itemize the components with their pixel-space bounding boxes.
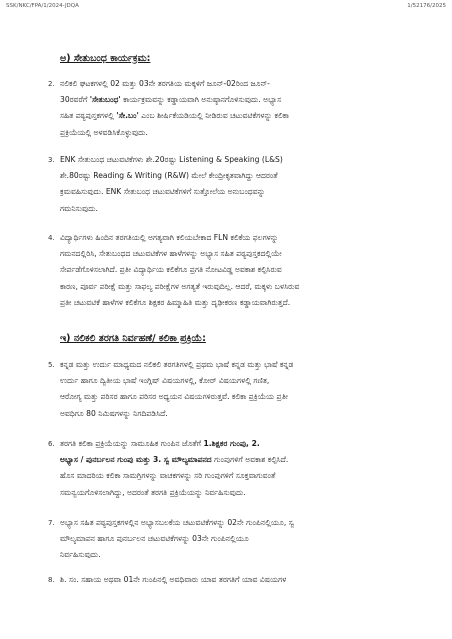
document-header	[6, 3, 446, 9]
text-line: ಸಹಿತ ಪಠ್ಯಪುಸ್ತಕಗಳಲ್ಲಿ 'ಸೇ.ಬಂ' ಎಂಬ ಶೀರ್ಷಿಕೆಯಡಿಯಲ್ಲಿ ನೀಡಿರುವ ಚಟುವಟಿಕೆಗಳನ್ನು ಕಲಿಕಾ	[60, 111, 289, 121]
text-line: ಕನ್ನಡ ಮತ್ತು ಉರ್ದು ಮಾಧ್ಯಮದ ನಲಿಕಲಿ ತರಗತಿಗಳಲ್ಲಿ ಪ್ರಥಮ ಭಾಷೆ ಕನ್ನಡ ಮತ್ತು ಭಾಷೆ ಕನ್ನಡ	[60, 360, 294, 369]
text-line: ಶಿ. ಸಂ. ಸಹಾಯ ಅಥವಾ 01ನೇ ಗುಂಪಿನಲ್ಲಿ ಅವಧಿವಾರು ಯಾವ ತರಗತಿಗೆ ಯಾವ ವಿಷಯಗಳ	[60, 575, 287, 584]
list-item-6	[48, 436, 396, 501]
text-line: ಶೇ.80ರಷ್ಟು Reading & Writing (R&W) ಮೇಲೆ ಕೇಂದ್ರೀಕೃತವಾಗಿದ್ದು ಆದರಂತೆ	[60, 171, 278, 181]
text-line: ಹೊಸ ಮಾದರಿಯ ಕಲಿಕಾ ಸಾಮಗ್ರಿಗಳನ್ನು ವಾಚಕಗಳನ್ನು ಸರಿ ಗುಂಪುಗಳಿಗೆ ಸೂಕ್ತವಾಗುವಂತೆ	[60, 471, 276, 481]
item-number: 8.	[48, 576, 55, 584]
list-item-4	[48, 230, 396, 311]
item-number: 6.	[48, 440, 55, 448]
list-item-7	[48, 515, 396, 564]
text-line: ಸಮನ್ವಯಗೊಳಿಸಲಾಗಿದ್ದು, ಅದರಂತೆ ತರಗತಿ ಪ್ರಕ್ರಿಯೆಯನ್ನು ನಿರ್ವಹಿಸುವುದು.	[60, 487, 246, 497]
text-line: ಕ್ರಮವಹಿಸುವುದು. ENK ಸೇತುಬಂಧ ಚಟುವಟಿಕೆಗಳಿಗೆ ಸುತ್ತೋಲೆಯ ಅನುಬಂಧವನ್ನು	[60, 187, 266, 197]
text-line: ಅಭ್ಯಾಸ ಸಹಿತ ಪಠ್ಯಪುಸ್ತಕಗಳಲ್ಲಿನ ಅಭ್ಯಾಸಬಲಕೆಯ ಚಟುವಟಿಕೆಗಳನ್ನು 02ನೇ ಗುಂಪಿನಲ್ಲಿಯೂ, ಸ್ವ	[60, 518, 295, 527]
file-number: 1/52176/2025	[407, 3, 446, 9]
item-number: 4.	[48, 234, 55, 242]
list-item-5	[48, 357, 396, 422]
text-line: ಉರ್ದು ಹಾಗೂ ದ್ವಿತೀಯ ಭಾಷೆ ಇಂಗ್ಲಿಷ್ ವಿಷಯಗಳಲ್ಲಿ, ಕೋರ್ ವಿಷಯಗಳಲ್ಲಿ ಗಣಿತ,	[60, 376, 270, 386]
text-line: ಸೇರ್ಪಡೆಗೊಳಿಸಲಾಗಿದೆ. ಪ್ರತೀ ವಿದ್ಯಾರ್ಥಿಯ ಕಲಿಕೆಗೂ ಪ್ರಗತಿ ನೋಟವಿಡ್ಡ ಅವಕಾಶ ಕಲ್ಪಿಸಿರುವ	[60, 265, 282, 275]
reference-number: SSK/NKC/FPA/1/2024-JDQA	[6, 3, 79, 9]
text-line: ಪ್ರತೀ ಚಟುವಟಿಕೆ ಹಾಳೆಗಳ ಕಲಿಕೆಗೂ ಶಿಕ್ಷಕರ ಹಿಮ್ಮಾಹಿತಿ ಮತ್ತು ದೃಢೀಕರಣ ಕಡ್ಡಾಯವಾಗಿರುತ್ತದೆ.	[60, 297, 291, 307]
text-line: ತರಗತಿ ಕಲಿಕಾ ಪ್ರಕ್ರಿಯೆಯನ್ನು ಸಾಮೂಹಿಕ ಗುಂಪಿನ ಜೊತೆಗೆ 1.ಶಿಕ್ಷಕರ ಗುಂಪು, 2.	[60, 439, 260, 448]
list-item-8	[48, 572, 396, 588]
text-line: ವಿದ್ಯಾರ್ಥಿಗಳು ಹಿಂದಿನ ತರಗತಿಯಲ್ಲಿ ಅಗತ್ಯವಾಗಿ ಕಲಿಯಬೇಕಾದ FLN ಕಲಿಕೆಯ ಫಲಗಳನ್ನು	[60, 233, 279, 242]
text-line: ಅಭ್ಯಾಸ / ಪುನರ್ಬಲನ ಗುಂಪು ಮತ್ತು 3. ಸ್ವ ಮೌಲ್ಯಮಾಪನದ ಗುಂಪುಗಳಿಗೆ ಅವಕಾಶ ಕಲ್ಪಿಸಿದೆ.	[60, 455, 289, 465]
item-number: 7.	[48, 519, 55, 527]
text-line: ಆರೋಗ್ಯ ಮತ್ತು ಪರಿಸರ ಹಾಗೂ ಪರಿಸರ ಅಧ್ಯಯನ ವಿಷಯಗಳಿರುತ್ತವೆ. ಕಲಿಕಾ ಪ್ರಕ್ರಿಯೆಯ ಪ್ರತೀ	[60, 392, 288, 402]
item-number: 3.	[48, 156, 55, 164]
list-item-3	[48, 152, 396, 217]
text-line: ಗಮನಿಸುವುದು.	[60, 203, 98, 213]
text-line: ನಿರ್ವಹಿಸುವುದು.	[60, 550, 101, 560]
text-line: ಕಾರಣ, ಪೂರ್ವ ಪರೀಕ್ಷೆ ಮತ್ತು ಸಾಫಲ್ಯ ಪರೀಕ್ಷೆಗಳ ಅಗತ್ಯತೆ ಇರುವುದಿಲ್ಲ. ಆದರೆ, ಮಕ್ಕಳು ಬಳಸಿರುವ	[60, 281, 300, 291]
text-line: ಅವಧಿಗೂ 80 ನಿಮಿಷಗಳನ್ನು ನಿಗದಿಪಡಿಸಿದೆ.	[60, 408, 168, 418]
text-line: 30ರವರೆಗೆ 'ಸೇತುಬಂಧ' ಕಾರ್ಯಕ್ರಮವನ್ನು ಕಡ್ಡಾಯವಾಗಿ ಅನುಷ್ಠಾನಗೊಳಿಸುವುದು. ಅಭ್ಯಾಸ	[60, 95, 282, 105]
text-line: ಪ್ರಕ್ರಿಯೆಯಲ್ಲಿ ಅಳವಡಿಸಿಕೊಳ್ಳುವುದು.	[60, 127, 148, 137]
list-item-2	[48, 76, 396, 141]
item-number: 5.	[48, 361, 55, 369]
text-line: ಮೌಲ್ಯಮಾಪನ ಹಾಗೂ ಪುನರ್ಬಲನ ಚಟುವಟಿಕೆಗಳನ್ನು 03ನೇ ಗುಂಪಿನಲ್ಲಿಯೂ	[60, 534, 249, 544]
text-line: ENK ಸೇತುಬಂಧ ಚಟುವಟಿಕೆಗಳು ಶೇ.20ರಷ್ಟು Listening & Speaking (L&S)	[60, 155, 283, 164]
section-title-classroom-management: ಇ) ನಲಿಕಲಿ ತರಗತಿ ನಿರ್ವಹಣೆ/ ಕಲಿಕಾ ಪ್ರಕ್ರಿಯೆ:	[60, 333, 206, 344]
section-title-bridge-program: ಅ) ಸೇತುಬಂಧ ಕಾರ್ಯಕ್ರಮ:	[60, 53, 151, 64]
text-line: ಗಮನದಲ್ಲಿರಿಸಿ, ಸೇತುಬಂಧದ ಚಟುವಟಿಕೆಗಳ ಹಾಳೆಗಳನ್ನು ಅಭ್ಯಾಸ ಸಹಿತ ಪಠ್ಯಪುಸ್ತಕದಲ್ಲಿಯೇ	[60, 249, 282, 259]
text-line: ನಲಿಕಲಿ ಘಟಕಗಳಲ್ಲಿ 02 ಮತ್ತು 03ನೇ ತರಗತಿಯ ಮಕ್ಕಳಿಗೆ ಜೂನ್-02ರಿಂದ ಜೂನ್-	[60, 79, 270, 88]
item-number: 2.	[48, 80, 55, 88]
